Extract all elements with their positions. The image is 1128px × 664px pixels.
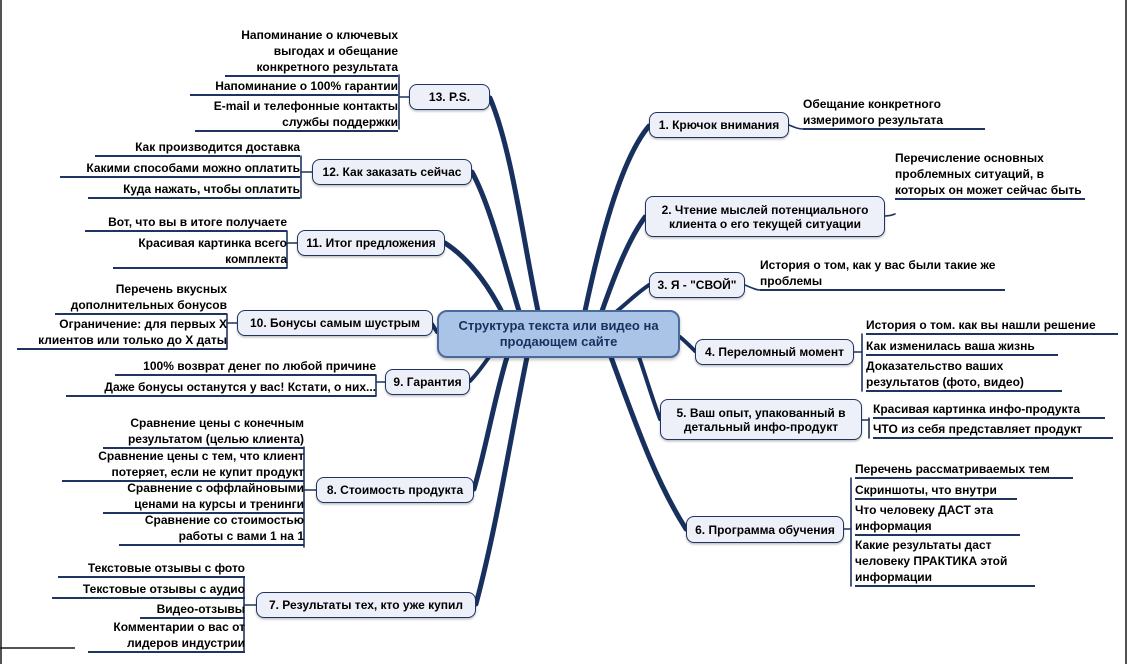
branch-node-13[interactable]: 13. P.S. — [409, 84, 490, 110]
branch-13-leaf-1[interactable]: Напоминание о 100% гарантии — [190, 78, 398, 96]
branch-2-leaf-0[interactable]: Перечисление основных проблемных ситуаций, в которых он может сейчас быть — [895, 150, 1085, 200]
branch-node-9[interactable]: 9. Гарантия — [385, 369, 470, 395]
branch-node-4[interactable]: 4. Переломный момент — [695, 339, 854, 365]
branch-node-5[interactable]: 5. Ваш опыт, упакованный в детальный инфо-продукт — [660, 399, 862, 440]
central-topic[interactable]: Структура текста или видео на продающем сайте — [437, 310, 680, 358]
branch-node-12[interactable]: 12. Как заказать сейчас — [312, 159, 472, 185]
branch-11-leaf-0[interactable]: Вот, что вы в итоге получаете — [85, 214, 287, 232]
branch-8-leaf-0[interactable]: Сравнение цены с конечным результатом (целью клиента) — [103, 415, 304, 449]
branch-12-leaf-0[interactable]: Как производится доставка — [95, 139, 300, 157]
branch-10-leaf-0[interactable]: Перечень вкусных дополнительных бонусов — [55, 281, 227, 315]
branch-9-leaf-1[interactable]: Даже бонусы останутся у вас! Кстати, о них... — [66, 379, 376, 397]
branch-13-leaf-2[interactable]: E-mail и телефонные контакты службы поддержки — [195, 98, 398, 132]
branch-node-3[interactable]: 3. Я - "СВОЙ" — [649, 272, 745, 298]
branch-node-8[interactable]: 8. Стоимость продукта — [316, 477, 474, 503]
branch-node-2[interactable]: 2. Чтение мыслей потенциального клиента о его текущей ситуации — [645, 196, 885, 237]
branch-4-leaf-2[interactable]: Доказательство ваших результатов (фото, видео) — [866, 358, 1062, 392]
branch-node-10[interactable]: 10. Бонусы самым шустрым — [237, 310, 433, 336]
branch-7-leaf-1[interactable]: Текстовые отзывы с аудио — [52, 581, 245, 599]
branch-8-leaf-1[interactable]: Сравнение цены с тем, что клиент потеряет, если не купит продукт — [62, 448, 304, 482]
branch-6-leaf-3[interactable]: Какие результаты даст человеку ПРАКТИКА этой информации — [855, 537, 1035, 587]
branch-8-leaf-3[interactable]: Сравнение со стоимостью работы с вами 1 на 1 — [119, 512, 304, 546]
branch-13-leaf-0[interactable]: Напоминание о ключевых выгодах и обещание конкретного результата — [225, 27, 398, 77]
branch-6-leaf-0[interactable]: Перечень рассматриваемых тем — [855, 461, 1073, 479]
branch-11-leaf-1[interactable]: Красивая картинка всего комплекта — [113, 235, 287, 269]
branch-node-11[interactable]: 11. Итог предложения — [297, 230, 445, 256]
branch-10-leaf-1[interactable]: Ограничение: для первых X клиентов или только до X даты — [17, 316, 227, 350]
branch-5-leaf-0[interactable]: Красивая картинка инфо-продукта — [873, 401, 1105, 419]
branch-node-7[interactable]: 7. Результаты тех, кто уже купил — [256, 592, 476, 618]
branch-12-leaf-1[interactable]: Какими способами можно оплатить — [60, 160, 300, 178]
branch-7-leaf-0[interactable]: Текстовые отзывы с фото — [58, 560, 245, 578]
branch-8-leaf-2[interactable]: Сравнение с оффлайновыми ценами на курсы и тренинги — [103, 480, 304, 514]
branch-3-leaf-0[interactable]: История о том, как у вас были такие же проблемы — [760, 257, 1005, 291]
branch-4-leaf-0[interactable]: История о том. как вы нашли решение — [866, 317, 1118, 335]
branch-4-leaf-1[interactable]: Как изменилась ваша жизнь — [866, 338, 1058, 356]
branch-6-leaf-2[interactable]: Что человеку ДАСТ эта информация — [855, 502, 1020, 536]
branch-1-leaf-0[interactable]: Обещание конкретного измеримого результата — [803, 96, 985, 130]
branch-9-leaf-0[interactable]: 100% возврат денег по любой причине — [115, 358, 376, 376]
branch-5-leaf-1[interactable]: ЧТО из себя представляет продукт — [873, 421, 1113, 439]
branch-node-6[interactable]: 6. Программа обучения — [686, 516, 844, 543]
branch-6-leaf-1[interactable]: Скриншоты, что внутри — [855, 482, 1017, 500]
branch-node-1[interactable]: 1. Крючок внимания — [649, 112, 789, 138]
branch-12-leaf-2[interactable]: Куда нажать, чтобы оплатить — [88, 181, 300, 199]
branch-7-leaf-3[interactable]: Комментарии о вас от лидеров индустрии — [88, 619, 245, 653]
branch-7-leaf-2[interactable]: Видео-отзывы — [140, 601, 245, 619]
